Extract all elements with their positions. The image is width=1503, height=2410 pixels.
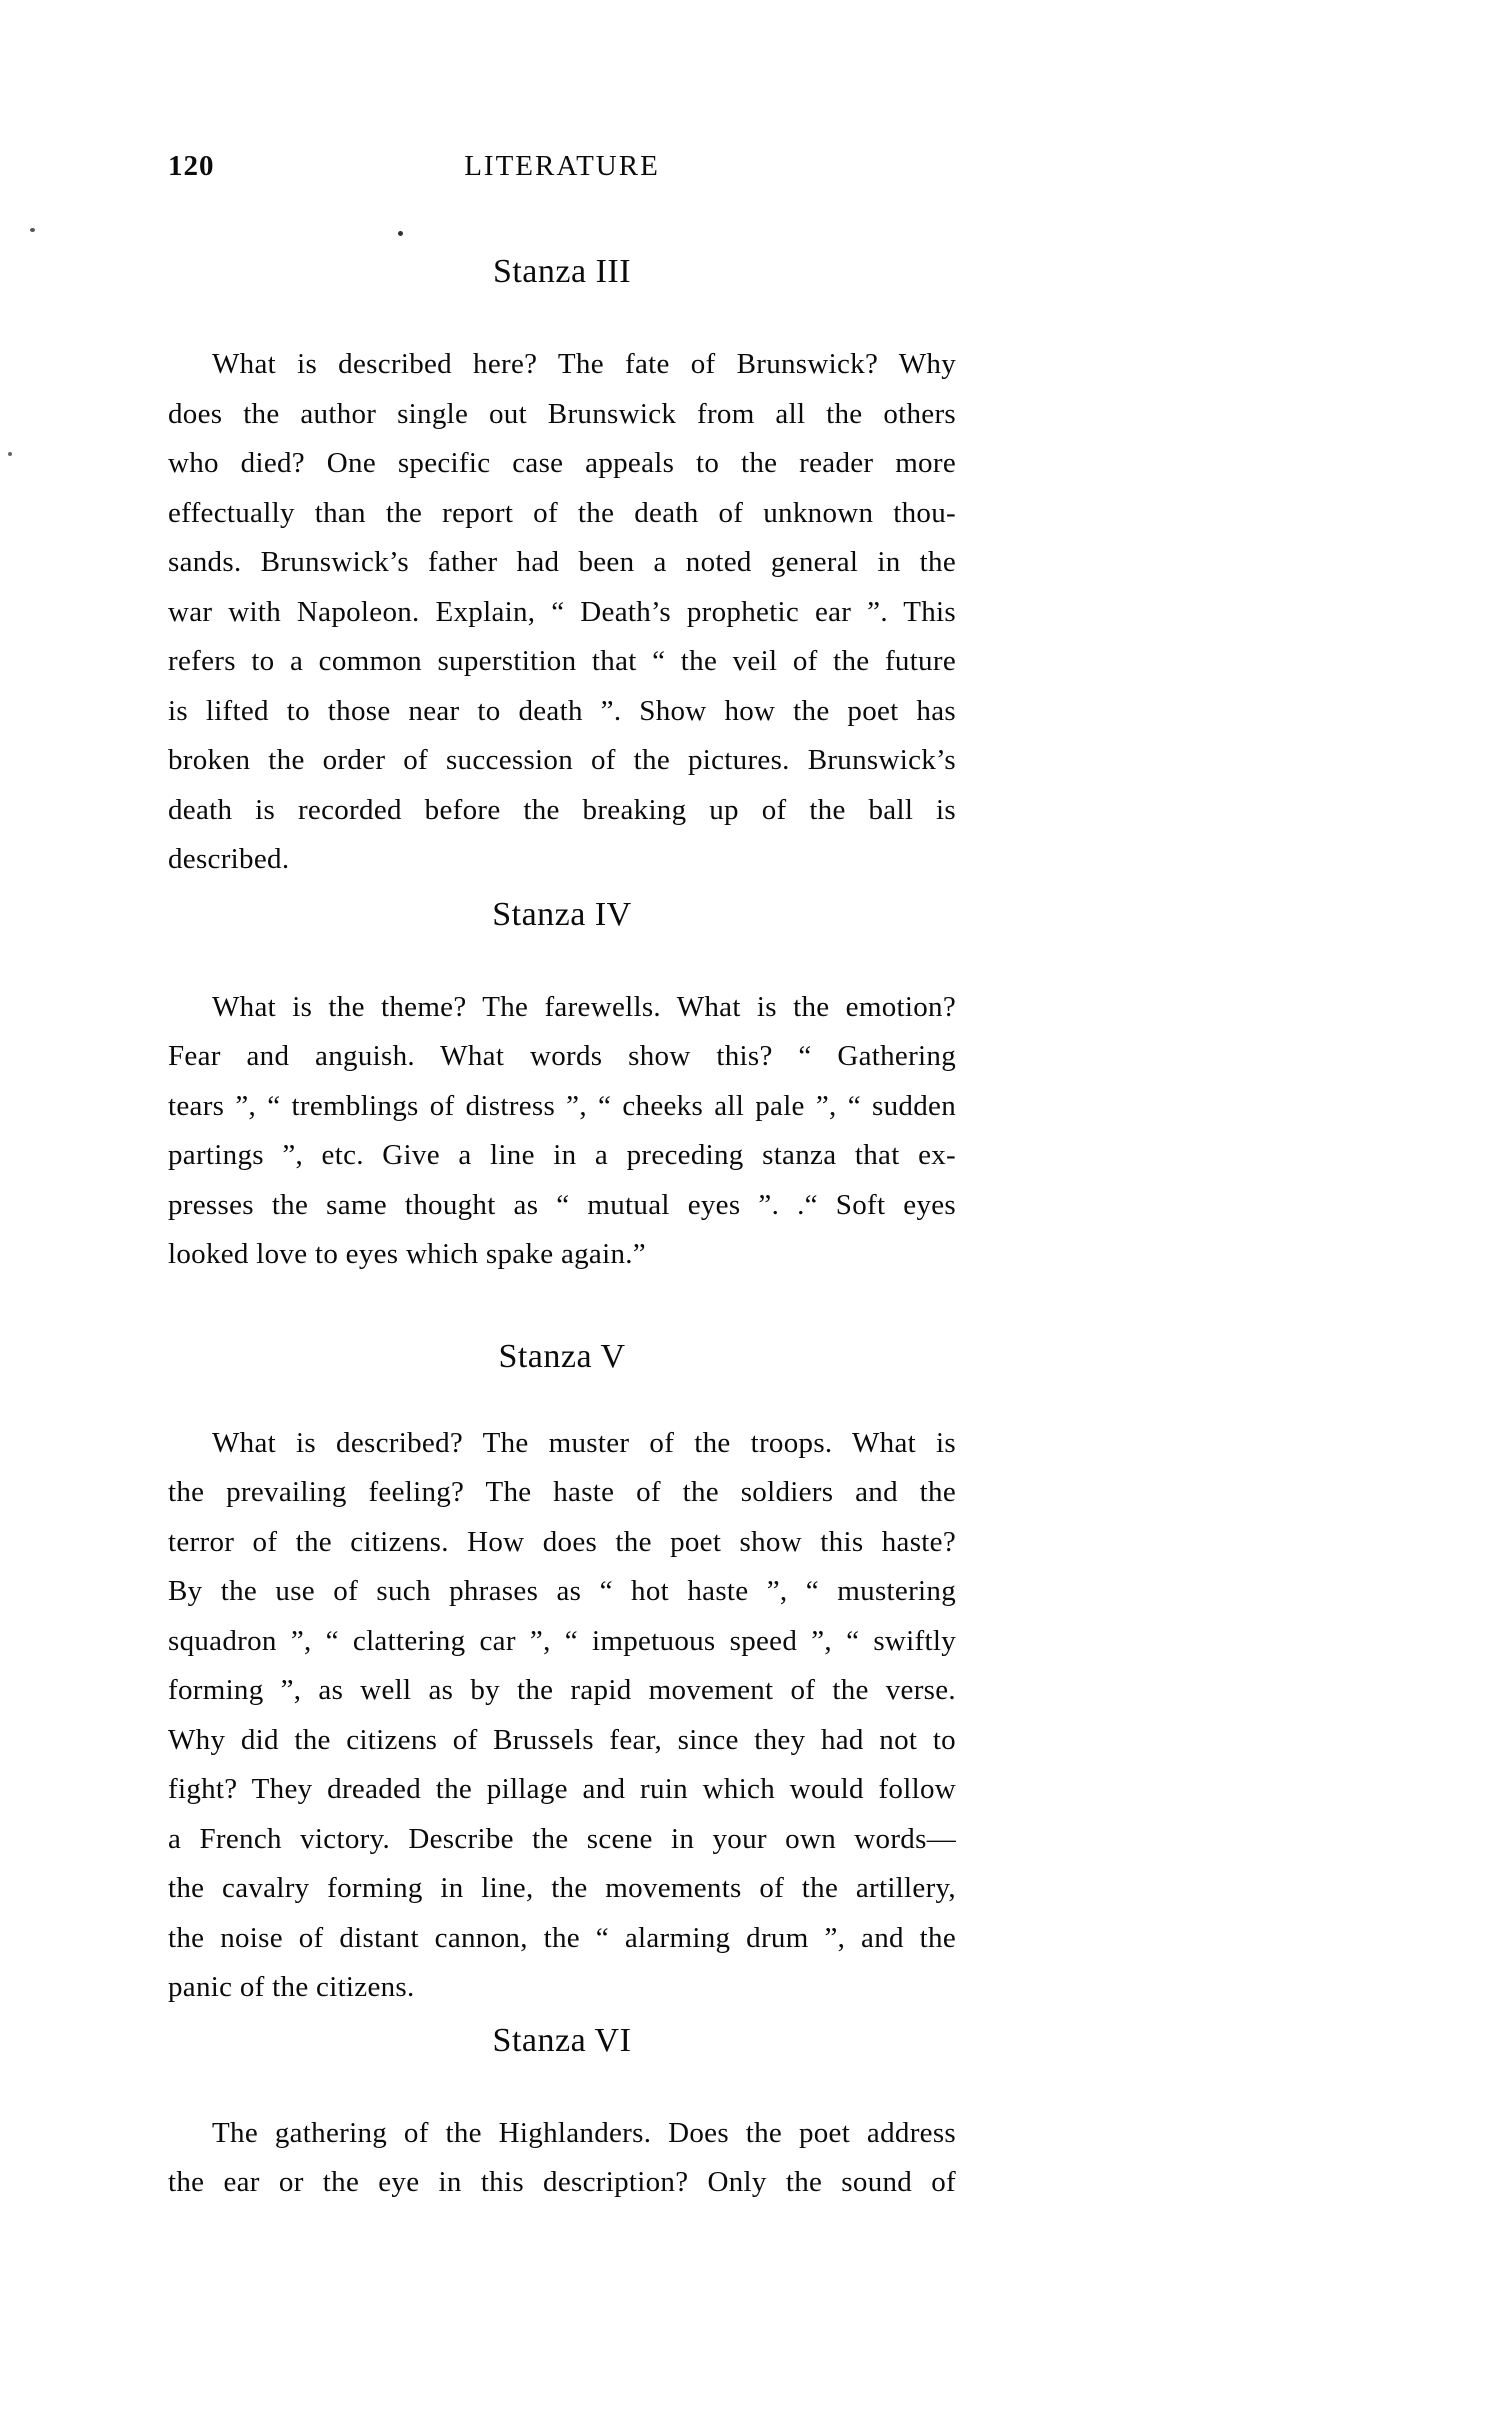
text-line: The gathering of the Highlanders. Does the poet address — [212, 2116, 956, 2149]
text-line: the prevailing feeling? The haste of the soldiers and the — [168, 1476, 956, 1508]
ink-speck — [8, 452, 12, 456]
text-line: a French victory. Describe the scene in your own words— — [168, 1822, 956, 1855]
text-line: described. — [168, 843, 290, 875]
text-line: death is recorded before the breaking up of the ball is — [168, 793, 956, 826]
text-line: squadron ”, “ clattering car ”, “ impetuous speed ”, “ swiftly — [168, 1624, 956, 1657]
text-line: is lifted to those near to death ”. Show how the poet has — [168, 694, 956, 727]
text-line: presses the same thought as “ mutual eyes ”. .“ Soft eyes — [168, 1188, 956, 1221]
text-line: What is described here? The fate of Brunswick? Why — [212, 348, 956, 380]
sections — [168, 250, 956, 2208]
text-line: Why did the citizens of Brussels fear, since they had not to — [168, 1723, 956, 1756]
text-line: By the use of such phrases as “ hot haste ”, “ mustering — [168, 1575, 956, 1607]
stanza-paragraph — [168, 983, 956, 1280]
text-line: the ear or the eye in this description? Only the sound of — [168, 2166, 956, 2198]
text-line: looked love to eyes which spake again.” — [168, 1238, 646, 1270]
stanza-heading: Stanza IV — [492, 895, 632, 933]
text-line: the cavalry forming in line, the movements of the artillery, — [168, 1872, 956, 1904]
text-line: Fear and anguish. What words show this? “ Gathering — [168, 1040, 956, 1072]
text-line: What is the theme? The farewells. What is the emotion? — [212, 990, 956, 1023]
page-header — [168, 150, 956, 192]
text-line: panic of the citizens. — [168, 1971, 415, 2003]
text-column — [168, 0, 956, 2208]
stanza-heading: Stanza III — [492, 253, 632, 290]
stanza-paragraph — [168, 340, 956, 885]
text-line: partings ”, etc. Give a line in a preceding stanza that ex- — [168, 1139, 956, 1171]
stanza-heading: Stanza VI — [492, 2021, 632, 2059]
text-line: does the author single out Brunswick from all the others — [168, 397, 956, 430]
stanza-heading: Stanza V — [498, 1337, 626, 1375]
text-line: war with Napoleon. Explain, “ Death’s prophetic ear ”. This — [168, 595, 956, 628]
page-number: 120 — [168, 150, 215, 182]
text-line: tears ”, “ tremblings of distress ”, “ cheeks all pale ”, “ sudden — [168, 1089, 956, 1122]
text-line: terror of the citizens. How does the poet show this haste? — [168, 1525, 956, 1558]
text-line: fight? They dreaded the pillage and ruin which would follow — [168, 1773, 956, 1805]
text-line: refers to a common superstition that “ the veil of the future — [168, 645, 956, 677]
text-line: What is described? The muster of the troops. What is — [212, 1426, 956, 1459]
text-line: broken the order of succession of the pictures. Brunswick’s — [168, 744, 956, 776]
text-line: the noise of distant cannon, the “ alarming drum ”, and the — [168, 1921, 956, 1954]
text-line: effectually than the report of the death of unknown thou- — [168, 496, 956, 529]
text-line: forming ”, as well as by the rapid movement of the verse. — [168, 1674, 956, 1706]
ink-speck — [30, 228, 35, 232]
stanza-paragraph — [168, 2109, 956, 2208]
stanza-paragraph — [168, 1419, 956, 2013]
running-title: LITERATURE — [464, 150, 660, 182]
text-line: sands. Brunswick’s father had been a noted general in the — [168, 546, 956, 578]
text-line: who died? One specific case appeals to the reader more — [168, 447, 956, 479]
